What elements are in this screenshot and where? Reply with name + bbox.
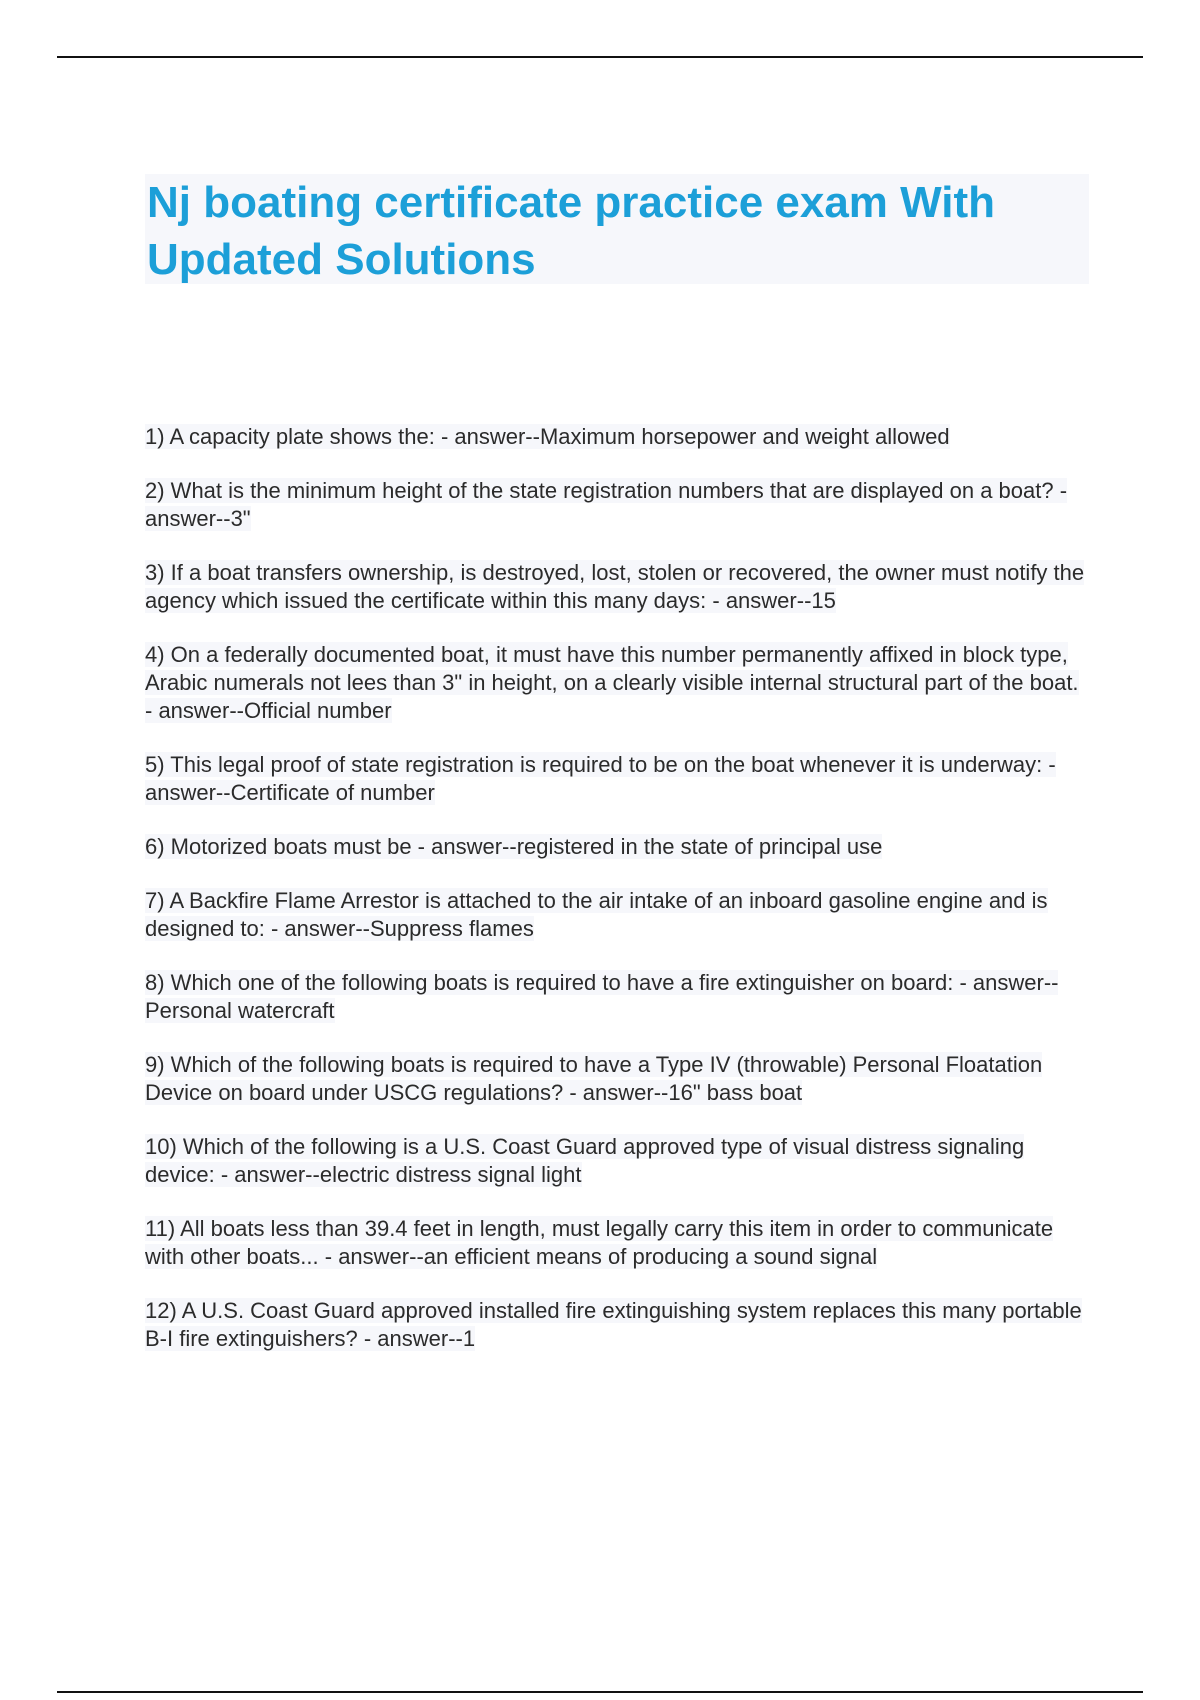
question-item xyxy=(145,423,1085,451)
question-text: 8) Which one of the following boats is required to have a fire extinguisher on board: - answer--Personal watercraft xyxy=(145,970,1059,1023)
top-divider xyxy=(57,56,1143,58)
question-text: 1) A capacity plate shows the: - answer--Maximum horsepower and weight allowed xyxy=(145,424,950,449)
question-item xyxy=(145,887,1085,943)
question-item xyxy=(145,477,1085,533)
question-text: 6) Motorized boats must be - answer--registered in the state of principal use xyxy=(145,834,883,859)
question-item xyxy=(145,751,1085,807)
question-text: 9) Which of the following boats is required to have a Type IV (throwable) Personal Floatation Device on board under USCG regulations? - answer--16" bass boat xyxy=(145,1052,1043,1105)
question-list xyxy=(145,423,1085,1379)
question-text: 4) On a federally documented boat, it must have this number permanently affixed in block type, Arabic numerals not lees than 3" in height, on a clearly visible internal structural part of the boat. - answer--Official number xyxy=(145,642,1079,723)
question-text: 5) This legal proof of state registration is required to be on the boat whenever it is underway: - answer--Certificate of number xyxy=(145,752,1056,805)
question-item xyxy=(145,1133,1085,1189)
question-item xyxy=(145,833,1085,861)
question-text: 2) What is the minimum height of the state registration numbers that are displayed on a boat? - answer--3" xyxy=(145,478,1068,531)
question-text: 3) If a boat transfers ownership, is destroyed, lost, stolen or recovered, the owner must notify the agency which issued the certificate within this many days: - answer--15 xyxy=(145,560,1085,613)
question-text: 11) All boats less than 39.4 feet in length, must legally carry this item in order to communicate with other boats... - answer--an efficient means of producing a sound signal xyxy=(145,1216,1054,1269)
question-text: 12) A U.S. Coast Guard approved installed fire extinguishing system replaces this many portable B-I fire extinguishers? - answer--1 xyxy=(145,1298,1082,1351)
question-item xyxy=(145,559,1085,615)
title-block xyxy=(145,174,1089,284)
question-item xyxy=(145,641,1085,725)
question-item xyxy=(145,1215,1085,1271)
document-title: Nj boating certificate practice exam With Updated Solutions xyxy=(147,178,996,284)
question-text: 10) Which of the following is a U.S. Coast Guard approved type of visual distress signaling device: - answer--electric distress signal light xyxy=(145,1134,1025,1187)
question-text: 7) A Backfire Flame Arrestor is attached to the air intake of an inboard gasoline engine and is designed to: - answer--Suppress flames xyxy=(145,888,1048,941)
question-item xyxy=(145,1297,1085,1353)
question-item xyxy=(145,969,1085,1025)
bottom-divider xyxy=(57,1691,1143,1693)
question-item xyxy=(145,1051,1085,1107)
